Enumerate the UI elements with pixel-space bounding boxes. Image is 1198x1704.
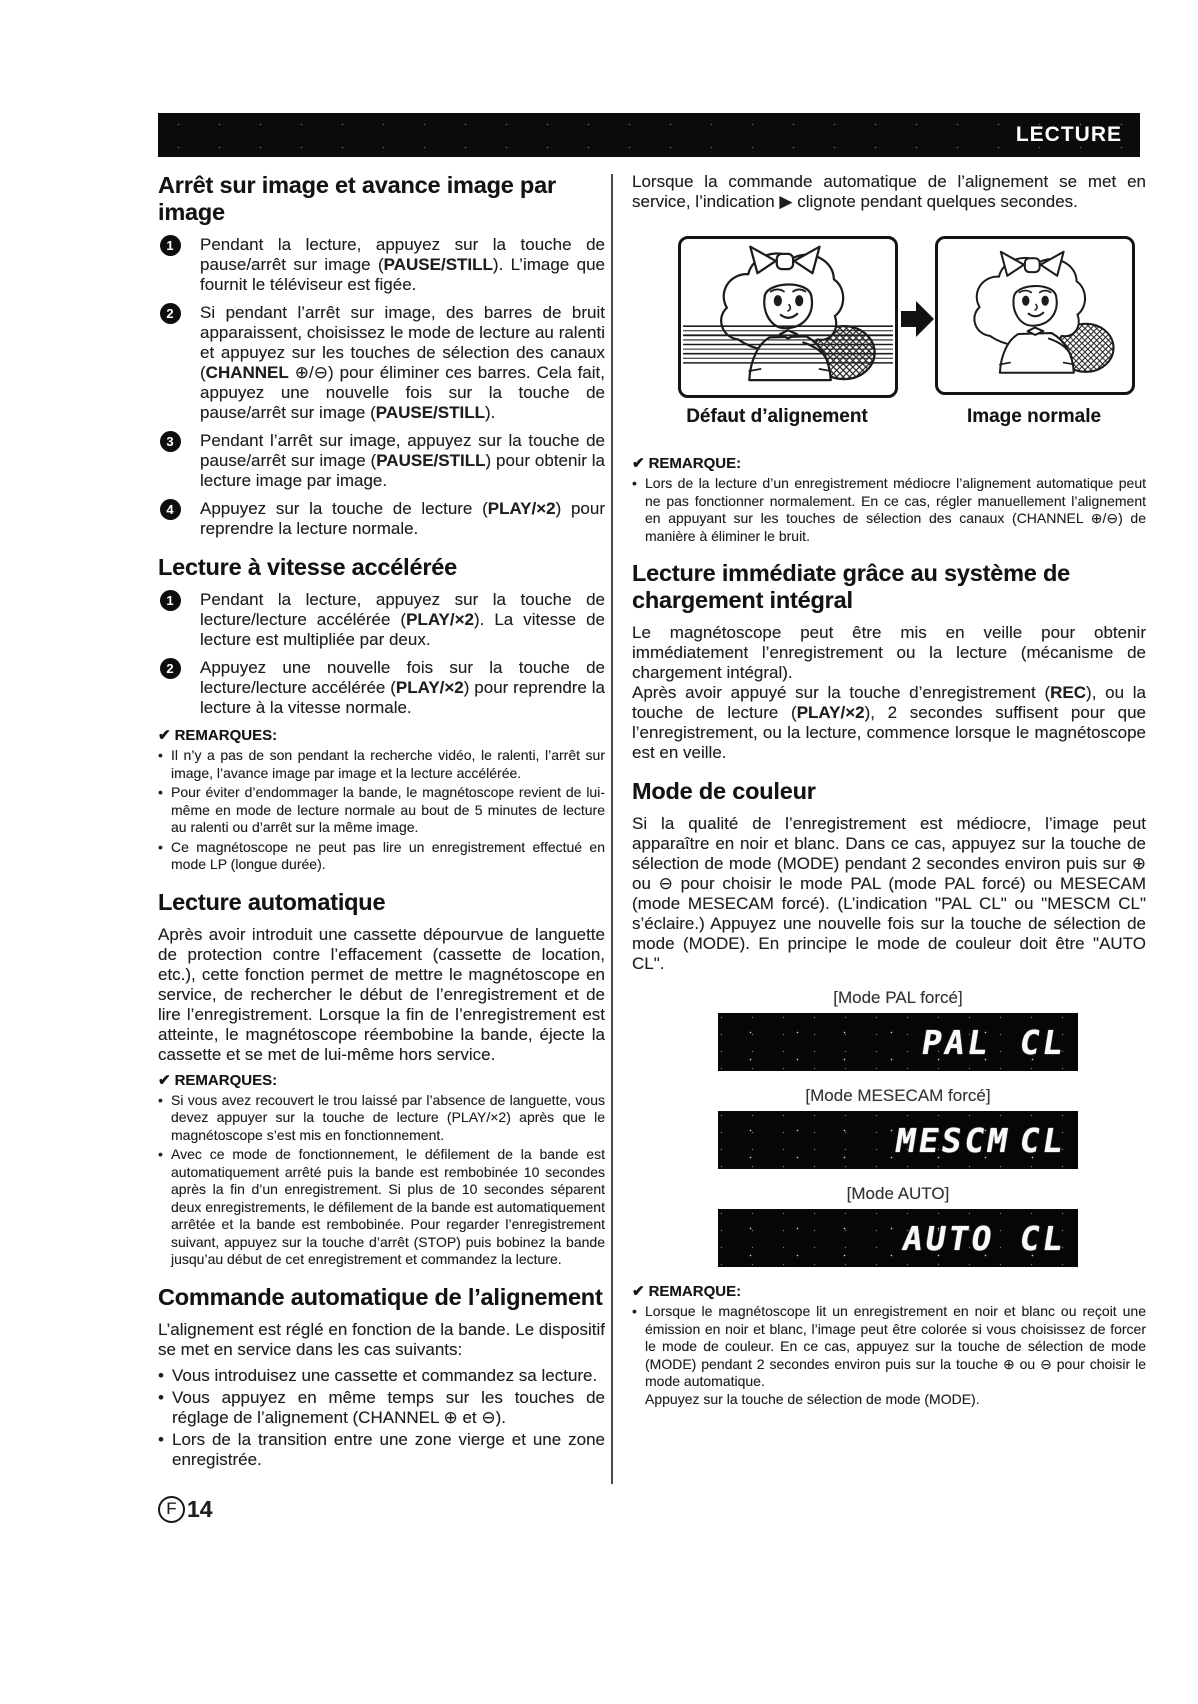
tracking-case: • Lors de la transition entre une zone vierge et une zone enregistrée. bbox=[158, 1430, 605, 1470]
remark-item: • Lorsque le magnétoscope lit un enregistrement en noir et blanc ou reçoit une émission en noir et blanc, l’image peut être colorée si vous choisissez de forcer le mode de couleur. En ce cas, appuyez sur la touche de sélection de mode (MODE) pendant 2 secondes environ puis sur la touche ⊕ ou ⊖ pour choisir le mode automatique. Appuyez sur la touche de sélection de mode (MODE). bbox=[632, 1303, 1146, 1408]
step-text: Appuyez une nouvelle fois sur la touche de lecture/lecture accélérée (PLAY/×2) pour reprendre la lecture à la vitesse normale. bbox=[200, 658, 605, 717]
auto-tracking-paragraph: L’alignement est réglé en fonction de la bande. Le dispositif se met en service dans les cas suivants: bbox=[158, 1319, 605, 1359]
right-column bbox=[632, 172, 1146, 1412]
remark-item: • Pour éviter d’endommager la bande, le magnétoscope revient de lui-même en mode de lecture normale au bout de 5 minutes de lecture au ralenti ou d’arrêt sur la même image. bbox=[158, 784, 605, 837]
auto-playback-paragraph: Après avoir introduit une cassette dépourvue de languette de protection contre l’effacement (cassette de location, etc.), cette fonction permet de mettre le magnétoscope en service, de rechercher le début de l’enregistrement et de lire l’enregistrement. Lorsque la fin de l’enregistrement est atteinte, le magnétoscope réembobine la bande, éjecte la cassette et se met de lui-même hors service. bbox=[158, 924, 605, 1064]
heading-still-frame: Arrêt sur image et avance image par image bbox=[158, 172, 556, 225]
display-mode-text: AUTO bbox=[899, 1218, 998, 1258]
step-number-badge: 1 bbox=[158, 590, 182, 611]
remark-item: • Ce magnétoscope ne peut pas lire un enregistrement effectué en mode LP (longue durée). bbox=[158, 839, 605, 874]
heading-auto-tracking: Commande automatique de l’alignement bbox=[158, 1283, 603, 1310]
step bbox=[158, 499, 605, 539]
tracking-case: • Vous introduisez une cassette et commandez sa lecture. bbox=[158, 1366, 605, 1386]
remark-item: • Il n’y a pas de son pendant la recherche vidéo, le ralenti, l’arrêt sur image, l’avance image par image et la lecture accélérée. bbox=[158, 747, 605, 782]
remarks-list bbox=[158, 747, 605, 874]
remarks-list bbox=[158, 1092, 605, 1269]
check-icon: ✔ bbox=[632, 455, 645, 472]
remark-list bbox=[632, 1303, 1146, 1408]
banner-title: LECTURE bbox=[1015, 123, 1122, 146]
display-cl-text: CL bbox=[1017, 1022, 1070, 1062]
remark-title: ✔ REMARQUE: bbox=[632, 1283, 742, 1300]
display-cl-text: CL bbox=[1017, 1218, 1070, 1258]
step-number-badge: 3 bbox=[158, 431, 182, 452]
caption-misaligned: Défaut d’alignement bbox=[686, 406, 868, 427]
step-text: Appuyez sur la touche de lecture (PLAY/×2) pour reprendre la lecture normale. bbox=[200, 499, 605, 538]
step bbox=[158, 303, 605, 423]
display-cl-text: CL bbox=[1017, 1120, 1070, 1160]
heading-fast-playback: Lecture à vitesse accélérée bbox=[158, 554, 458, 580]
colour-mode-paragraph: Si la qualité de l’enregistrement est médiocre, l’image peut apparaître en noir et blanc. Dans ce cas, appuyez sur la touche de sélection de mode (MODE) pendant 2 secondes environ puis sur ⊕ ou ⊖ pour choisir le mode PAL (mode PAL forcé) ou MESECAM (mode MESECAM forcé). (L’indication "PAL CL" ou "MESCM CL" s’éclaire.) Appuyez une nouvelle fois sur la touche de sélection de mode (MODE). En principe le mode de couleur doit être "AUTO CL". bbox=[632, 814, 1146, 973]
display-label-mesecam: [Mode MESECAM forcé] bbox=[805, 1086, 991, 1105]
display-mode-text: PAL bbox=[918, 1022, 994, 1062]
normal-picture-frame bbox=[935, 236, 1135, 395]
step bbox=[158, 658, 605, 718]
tracking-figures bbox=[632, 236, 1146, 448]
misaligned-picture-frame bbox=[678, 236, 898, 398]
remark-item: • Avec ce mode de fonctionnement, le défilement de la bande est automatiquement arrêté puis la bande est rembobinée 10 secondes après la fin d’un enregistrement. Si plus de 10 secondes séparent deux enregistrements, le défilement de la bande est automatiquement arrêtée et la bande est rembobinée. Pour regarder l’enregistrement suivant, appuyez sur la touche d’arrêt (STOP) puis bobinez la bande jusqu’au début de cet enregistrement et commandez la lecture. bbox=[158, 1146, 605, 1269]
heading-colour-mode: Mode de couleur bbox=[632, 778, 816, 804]
tracking-intro-paragraph: Lorsque la commande automatique de l’alignement se met en service, l’indication ▶ clignote pendant quelques secondes. bbox=[632, 172, 1146, 211]
quick-start-paragraph-2: Après avoir appuyé sur la touche d’enregistrement (REC), ou la touche de lecture (PLAY/×2), 2 secondes suffisent pour que l’enregistrement, ou la lecture, commence lorsque le magnétoscope est en veille. bbox=[632, 683, 1146, 762]
step-number-badge: 2 bbox=[158, 658, 182, 679]
step-number-badge: 4 bbox=[158, 499, 182, 520]
display-panel-auto bbox=[718, 1209, 1078, 1267]
heading-quick-start: Lecture immédiate grâce au système de chargement intégral bbox=[632, 560, 1070, 613]
display-panel-pal bbox=[718, 1013, 1078, 1071]
check-icon: ✔ bbox=[158, 1071, 171, 1089]
step bbox=[158, 590, 605, 650]
remark-item: • Lors de la lecture d’un enregistrement médiocre l’alignement automatique peut ne pas fonctionner normalement. En ce cas, régler manuellement l’alignement en appuyant sur les touches de sélection des canaux (CHANNEL ⊕/⊖) de manière à éliminer le bruit. bbox=[632, 475, 1146, 545]
step-text: Si pendant l’arrêt sur image, des barres de bruit apparaissent, choisissez le mode de lecture au ralenti et appuyez sur les touches de sélection des canaux (CHANNEL ⊕/⊖) pour éliminer ces barres. Cela fait, appuyez une nouvelle fois sur la touche de pause/arrêt sur image (PAUSE/STILL). bbox=[200, 303, 605, 422]
step bbox=[158, 431, 605, 491]
step bbox=[158, 235, 605, 295]
display-label-pal: [Mode PAL forcé] bbox=[833, 988, 963, 1007]
left-column bbox=[158, 172, 605, 1523]
display-panel-mesecam bbox=[718, 1111, 1078, 1169]
caption-normal: Image normale bbox=[966, 406, 1102, 427]
heading-auto-playback: Lecture automatique bbox=[158, 888, 386, 915]
check-icon: ✔ bbox=[158, 727, 171, 744]
remarks-title: ✔ REMARQUES: bbox=[158, 727, 278, 744]
arrow-right-icon bbox=[901, 298, 935, 345]
display-mode-text: MESCM bbox=[892, 1120, 1014, 1160]
step-number-badge: 2 bbox=[158, 303, 182, 324]
girl-cartoon-clean bbox=[938, 239, 1132, 392]
girl-cartoon-noisy bbox=[681, 239, 895, 395]
step-text: Pendant l’arrêt sur image, appuyez sur la touche de pause/arrêt sur image (PAUSE/STILL) pour obtenir la lecture image par image. bbox=[200, 431, 605, 490]
section-banner bbox=[158, 113, 1140, 157]
tracking-cases-list bbox=[158, 1366, 605, 1470]
remarks-title: ✔ REMARQUES: bbox=[158, 1071, 278, 1089]
page-number-value: 14 bbox=[187, 1495, 213, 1522]
tracking-case: • Vous appuyez en même temps sur les touches de réglage de l’alignement (CHANNEL ⊕ et ⊖). bbox=[158, 1388, 605, 1428]
page-number bbox=[158, 1496, 605, 1523]
step-text: Pendant la lecture, appuyez sur la touche de lecture/lecture accélérée (PLAY/×2). La vitesse de lecture est multipliée par deux. bbox=[200, 590, 606, 649]
remark-title: ✔ REMARQUE: bbox=[632, 455, 742, 472]
column-divider bbox=[611, 174, 613, 1484]
remark-list bbox=[632, 475, 1146, 545]
display-label-auto: [Mode AUTO] bbox=[846, 1184, 950, 1203]
country-code-badge: F bbox=[158, 1496, 185, 1523]
step-number-badge: 1 bbox=[158, 235, 182, 256]
remark-item: • Si vous avez recouvert le trou laissé par l’absence de languette, vous devez appuyer sur la touche de lecture (PLAY/×2) après que le magnétoscope s’est mis en fonctionnement. bbox=[158, 1092, 605, 1145]
step-text: Pendant la lecture, appuyez sur la touche de pause/arrêt sur image (PAUSE/STILL). L’image que fournit le téléviseur est figée. bbox=[200, 235, 605, 294]
check-icon: ✔ bbox=[632, 1283, 645, 1300]
quick-start-paragraph-1: Le magnétoscope peut être mis en veille pour obtenir immédiatement l’enregistrement ou la lecture (mécanisme de chargement intégral). bbox=[632, 623, 1146, 682]
